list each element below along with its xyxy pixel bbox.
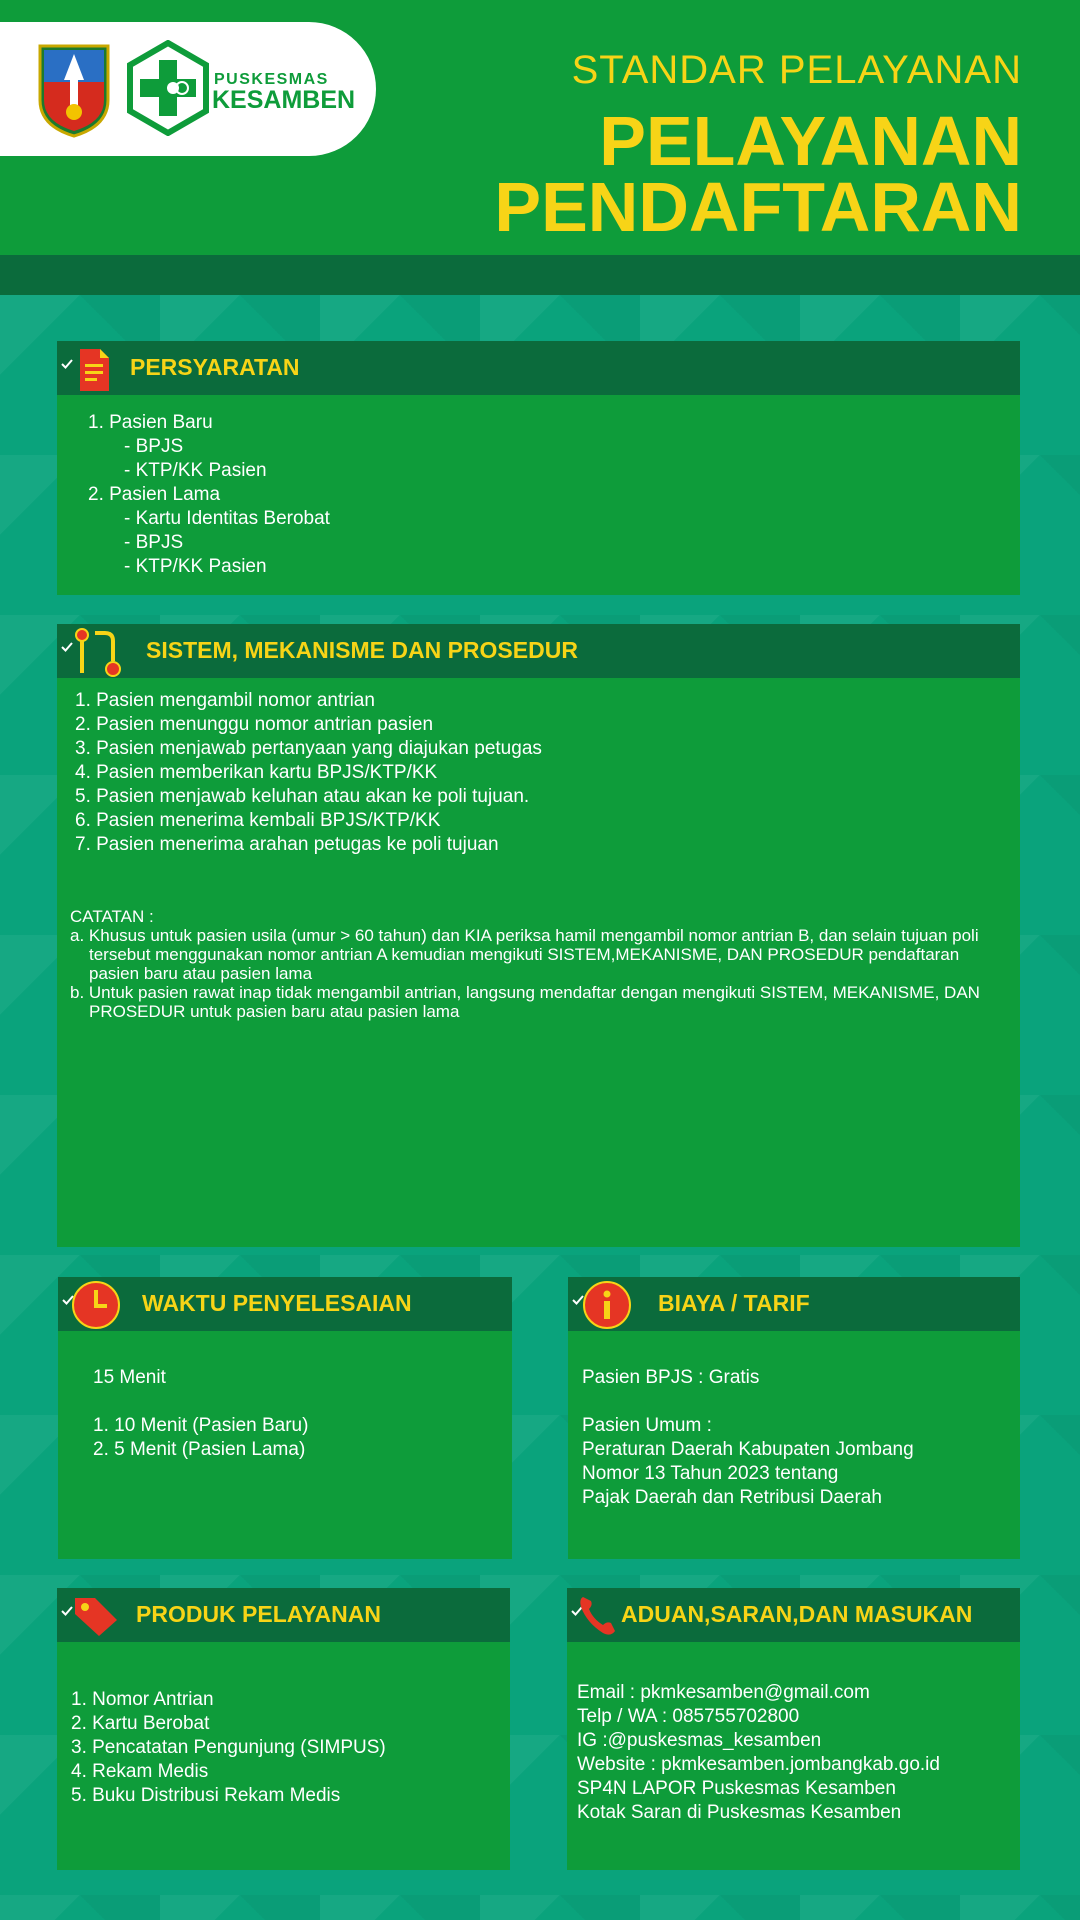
biaya-umum-label: Pasien Umum :	[582, 1415, 712, 1436]
persyaratan-card	[57, 341, 1020, 595]
persyaratan-title: PERSYARATAN	[130, 354, 300, 380]
waktu-body	[93, 1366, 308, 1462]
list-item: 2. Pasien menunggu nomor antrian pasien	[75, 714, 434, 735]
list-item: 2. 5 Menit (Pasien Lama)	[93, 1439, 306, 1460]
list-item: 4. Pasien memberikan kartu BPJS/KTP/KK	[75, 762, 438, 783]
sistem-notes	[70, 907, 1010, 1021]
list-item: Peraturan Daerah Kabupaten Jombang	[582, 1439, 914, 1460]
page-title	[494, 102, 1022, 246]
list-item: Nomor 13 Tahun 2023 tentang	[582, 1463, 839, 1484]
list-item: 4. Rekam Medis	[71, 1761, 209, 1782]
list-item: 2. Kartu Berobat	[71, 1713, 210, 1734]
info-icon	[582, 1280, 632, 1330]
list-item: 5. Pasien menjawab keluhan atau akan ke poli tujuan.	[75, 786, 530, 807]
biaya-title: BIAYA / TARIF	[658, 1290, 810, 1316]
aduan-card	[567, 1588, 1020, 1870]
phone-icon	[577, 1593, 619, 1637]
list-item: 6. Pasien menerima kembali BPJS/KTP/KK	[75, 810, 441, 831]
list-item: 1. 10 Menit (Pasien Baru)	[93, 1415, 309, 1436]
list-item: - KTP/KK Pasien	[124, 460, 267, 481]
contact-lapor: SP4N LAPOR Puskesmas Kesamben	[577, 1778, 896, 1799]
produk-title: PRODUK PELAYANAN	[136, 1601, 381, 1627]
waktu-title: WAKTU PENYELESAIAN	[142, 1290, 412, 1316]
biaya-bpjs: Pasien BPJS : Gratis	[582, 1367, 760, 1388]
list-item: 5. Buku Distribusi Rekam Medis	[71, 1785, 341, 1806]
biaya-header	[568, 1277, 1020, 1331]
list-item: 1. Nomor Antrian	[71, 1689, 214, 1710]
regency-crest-icon	[36, 42, 112, 138]
persyaratan-header	[57, 341, 1020, 395]
sistem-card	[57, 624, 1020, 1247]
contact-suggestion-box: Kotak Saran di Puskesmas Kesamben	[577, 1802, 902, 1823]
list-item: - BPJS	[124, 436, 184, 457]
note-item: b. Untuk pasien rawat inap tidak mengambil antrian, langsung mendaftar dengan mengikuti SISTEM, MEKANISME, DAN PROSEDUR untuk pasien baru atau pasien lama	[70, 983, 980, 1021]
list-item: - BPJS	[124, 532, 184, 553]
org-label-big: KESAMBEN	[212, 86, 356, 114]
contact-website: Website : pkmkesamben.jombangkab.go.id	[577, 1754, 940, 1775]
list-item: 7. Pasien menerima arahan petugas ke poli tujuan	[75, 834, 499, 855]
produk-card	[57, 1588, 510, 1870]
list-item: 1. Pasien mengambil nomor antrian	[75, 690, 375, 711]
biaya-body	[582, 1366, 914, 1510]
list-item: 2. Pasien Lama	[88, 484, 221, 505]
sistem-title: SISTEM, MEKANISME DAN PROSEDUR	[146, 637, 578, 663]
route-icon	[71, 627, 125, 679]
standard-title: STANDAR PELAYANAN	[571, 48, 1022, 92]
document-icon	[71, 347, 117, 393]
persyaratan-list	[88, 411, 330, 579]
list-item: - Kartu Identitas Berobat	[124, 508, 330, 529]
clock-icon	[71, 1280, 121, 1330]
list-item: 3. Pasien menjawab pertanyaan yang diajukan petugas	[75, 738, 542, 759]
waktu-card	[58, 1277, 512, 1559]
page-title-line1: PELAYANAN	[599, 102, 1022, 180]
waktu-total: 15 Menit	[93, 1367, 166, 1388]
aduan-title: ADUAN,SARAN,DAN MASUKAN	[621, 1601, 973, 1627]
list-item: - KTP/KK Pasien	[124, 556, 267, 577]
list-item: 1. Pasien Baru	[88, 412, 213, 433]
notes-title: CATATAN :	[70, 907, 154, 926]
header-band	[0, 255, 1080, 295]
list-item: Pajak Daerah dan Retribusi Daerah	[582, 1487, 882, 1508]
sistem-header	[57, 624, 1020, 678]
aduan-header	[567, 1588, 1020, 1642]
contact-phone: Telp / WA : 085755702800	[577, 1706, 800, 1727]
puskesmas-logo-icon	[126, 40, 210, 136]
contact-email: Email : pkmkesamben@gmail.com	[577, 1682, 870, 1703]
aduan-list	[577, 1681, 940, 1825]
waktu-header	[58, 1277, 512, 1331]
tag-icon	[71, 1592, 119, 1638]
biaya-card	[568, 1277, 1020, 1559]
org-label-small: PUSKESMAS	[214, 71, 329, 88]
contact-instagram: IG :@puskesmas_kesamben	[577, 1730, 822, 1751]
note-item: a. Khusus untuk pasien usila (umur > 60 tahun) dan KIA periksa hamil mengambil nomor antrian B, dan selain tujuan poli tersebut menggunakan nomor antrian A kemudian mengikuti SISTEM,MEKANISME, DAN PROSEDUR pendaftaran pasien baru atau pasien lama	[70, 926, 979, 983]
page-title-line2: PENDAFTARAN	[494, 168, 1022, 246]
sistem-steps	[75, 689, 542, 857]
produk-list	[71, 1688, 386, 1808]
list-item: 3. Pencatatan Pengunjung (SIMPUS)	[71, 1737, 386, 1758]
produk-header	[57, 1588, 510, 1642]
